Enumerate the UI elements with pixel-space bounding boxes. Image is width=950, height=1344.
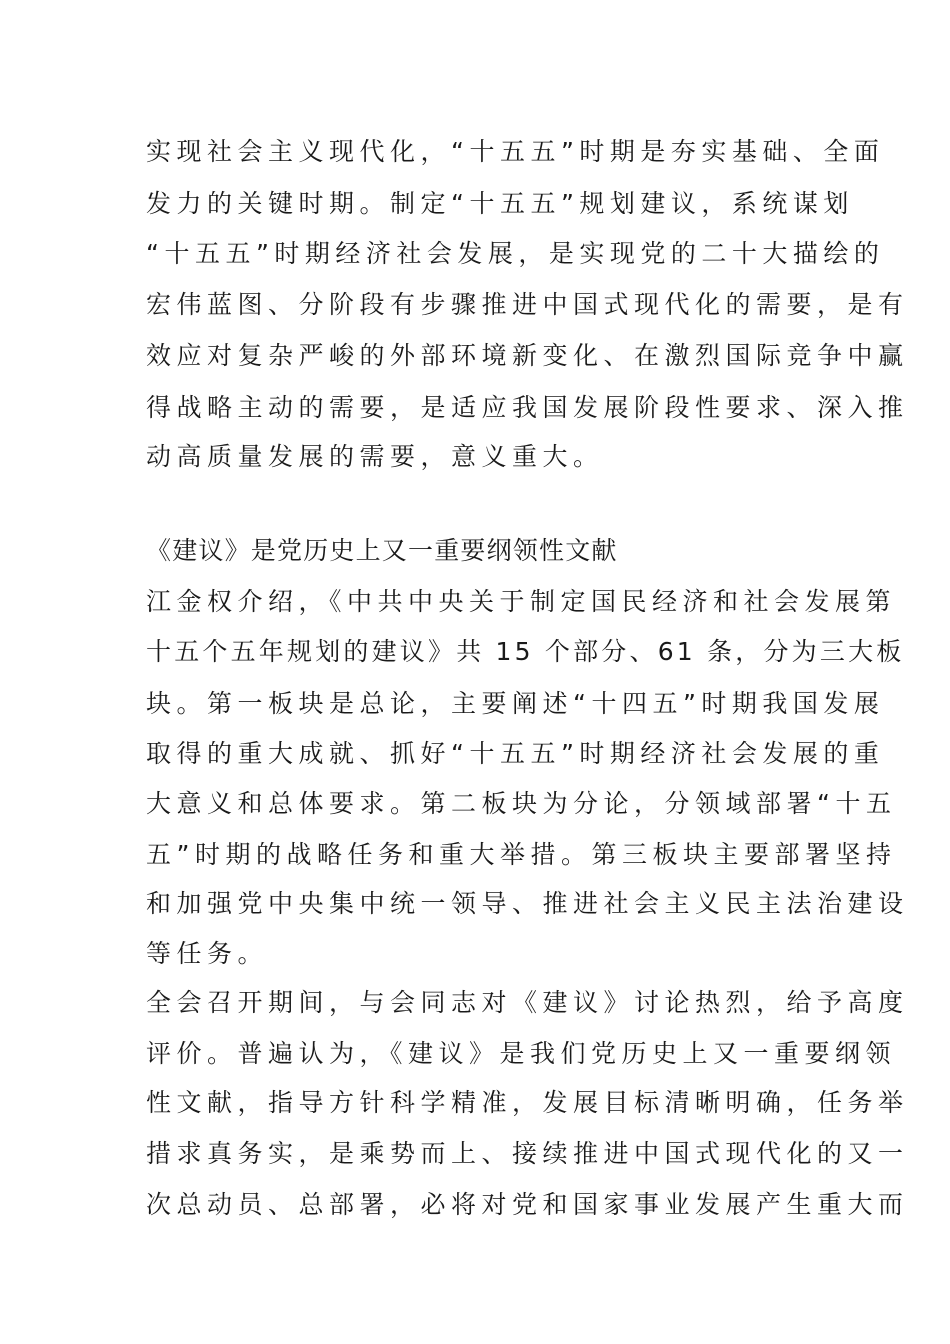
- paragraph-2-line-7: 和加强党中央集中统一领导、推进社会主义民主法治建设: [146, 889, 909, 918]
- paragraph-1-line-4: 宏伟蓝图、分阶段有步骤推进中国式现代化的需要，是有: [146, 290, 909, 319]
- paragraph-1-line-2: 发力的关键时期。制定“十五五”规划建议，系统谋划: [146, 189, 854, 218]
- paragraph-3-line-3: 性文献，指导方针科学精准，发展目标清晰明确，任务举: [146, 1088, 909, 1117]
- paragraph-2-line-5: 大意义和总体要求。第二板块为分论，分领域部署“十五: [146, 789, 897, 818]
- paragraph-2-line-6: 五”时期的战略任务和重大举措。第三板块主要部署坚持: [146, 840, 897, 869]
- paragraph-3-line-1: 全会召开期间，与会同志对《建议》讨论热烈，给予高度: [146, 988, 909, 1017]
- paragraph-3-line-2: 评价。普遍认为，《建议》是我们党历史上又一重要纲领: [146, 1039, 897, 1068]
- paragraph-2-line-2: 十五个五年规划的建议》共 15 个部分、61 条，分为三大板: [146, 637, 905, 666]
- paragraph-1-line-5: 效应对复杂严峻的外部环境新变化、在激烈国际竞争中赢: [146, 341, 909, 370]
- paragraph-1-line-3: “十五五”时期经济社会发展，是实现党的二十大描绘的: [146, 239, 885, 268]
- paragraph-1-line-7: 动高质量发展的需要，意义重大。: [146, 442, 604, 471]
- paragraph-1-line-6: 得战略主动的需要，是适应我国发展阶段性要求、深入推: [146, 393, 909, 422]
- paragraph-3-line-4: 措求真务实，是乘势而上、接续推进中国式现代化的又一: [146, 1139, 909, 1168]
- section-heading: 《建议》是党历史上又一重要纲领性文献: [146, 536, 618, 565]
- paragraph-2-line-4: 取得的重大成就、抓好“十五五”时期经济社会发展的重: [146, 739, 885, 768]
- paragraph-3-line-5: 次总动员、总部署，必将对党和国家事业发展产生重大而: [146, 1190, 909, 1219]
- paragraph-2-line-3: 块。第一板块是总论，主要阐述“十四五”时期我国发展: [146, 689, 885, 718]
- paragraph-2-line-1: 江金权介绍，《中共中央关于制定国民经济和社会发展第: [146, 587, 897, 616]
- paragraph-2-line-8: 等任务。: [146, 939, 269, 968]
- paragraph-1-line-1: 实现社会主义现代化，“十五五”时期是夯实基础、全面: [146, 137, 885, 166]
